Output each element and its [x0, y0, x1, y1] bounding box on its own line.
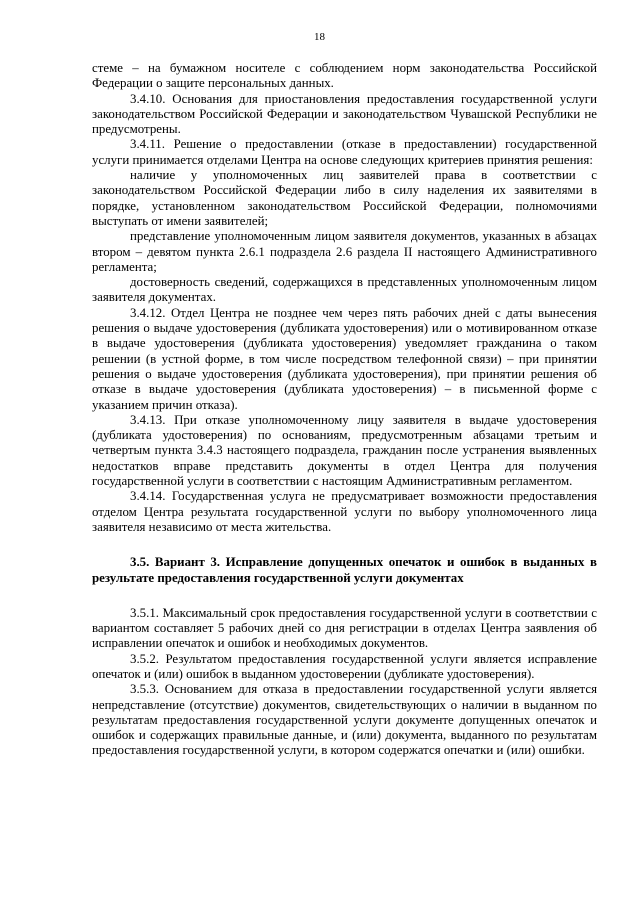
spacer	[92, 586, 597, 606]
criterion-reliability: достоверность сведений, содержащихся в представленных уполномоченным лицом заявителя документах.	[92, 275, 597, 305]
criterion-authority: наличие у уполномоченных лиц заявителей права в соответствии с законодательством Российской Федерации либо в силу наделения их заявителями в порядке, установленном законодательством Российской Федерации, полномочиями выступать от имени заявителей;	[92, 168, 597, 228]
paragraph-3-5-2: 3.5.2. Результатом предоставления государственной услуги является исправление опечаток и (или) ошибок в выданном удостоверении (дубликате удостоверения).	[92, 651, 597, 681]
paragraph-3-4-11: 3.4.11. Решение о предоставлении (отказе в предоставлении) государственной услуги принимается отделами Центра на основе следующих критериев принятия решения:	[92, 137, 597, 167]
paragraph-3-4-14: 3.4.14. Государственная услуга не предусматривает возможности предоставления отделом Центра результата государственной услуги по выбору уполномоченного лица заявителя независимо от места жительства.	[92, 489, 597, 534]
criterion-documents: представление уполномоченным лицом заявителя документов, указанных в абзацах втором – девятом пункта 2.6.1 подраздела 2.6 раздела II настоящего Административного регламента;	[92, 229, 597, 274]
paragraph-3-5-1: 3.5.1. Максимальный срок предоставления государственной услуги в соответствии с вариантом составляет 5 рабочих дней со дня регистрации в отделах Центра заявления об исправлении опечаток и ошибок и необходимых документов.	[92, 605, 597, 651]
spacer	[92, 535, 597, 555]
paragraph-3-4-13: 3.4.13. При отказе уполномоченному лицу заявителя в выдаче удостоверения (дубликата удостоверения) по основаниям, предусмотренным абзацами третьим и четвертым пункта 3.4.3 настоящего подраздела, гражданин после устранения выявленных недостатков вправе представить документы в отдел Центра для получения государственной услуги в соответствии с настоящим Административным регламентом.	[92, 412, 597, 489]
paragraph-continuation: стеме – на бумажном носителе с соблюдением норм законодательства Российской Федерации о защите персональных данных.	[92, 61, 597, 91]
paragraph-3-4-12: 3.4.12. Отдел Центра не позднее чем через пять рабочих дней с даты вынесения решения о выдаче удостоверения (дубликата удостоверения) или о мотивированном отказе в выдаче удостоверения (дубликата удостоверения) уведомляет гражданина о таком решении (в устной форме, в том числе посредством телефонной связи) – при принятии решения о выдаче удостоверения (дубликата удостоверения), при принятии решения об отказе в выдаче удостоверения (дубликата удостоверения) – в письменной форме с указанием причин отказа).	[92, 305, 597, 412]
section-heading-3-5: 3.5. Вариант 3. Исправление допущенных опечаток и ошибок в выданных в результате предоставления государственной услуги документах	[92, 555, 597, 585]
paragraph-3-4-10: 3.4.10. Основания для приостановления предоставления государственной услуги законодательством Российской Федерации и законодательством Чувашской Республики не предусмотрены.	[92, 91, 597, 137]
paragraph-3-5-3: 3.5.3. Основанием для отказа в предоставлении государственной услуги является непредставление (отсутствие) документов, свидетельствующих о наличии в выданном по результатам предоставления государственной услуги документе допущенных опечаток и ошибок и содержащих правильные данные, и (или) документа, выданного по результатам предоставления государственной услуги, в котором содержатся опечатки и (или) ошибки.	[92, 682, 597, 758]
page-content	[92, 61, 597, 759]
page-number: 18	[314, 31, 325, 43]
